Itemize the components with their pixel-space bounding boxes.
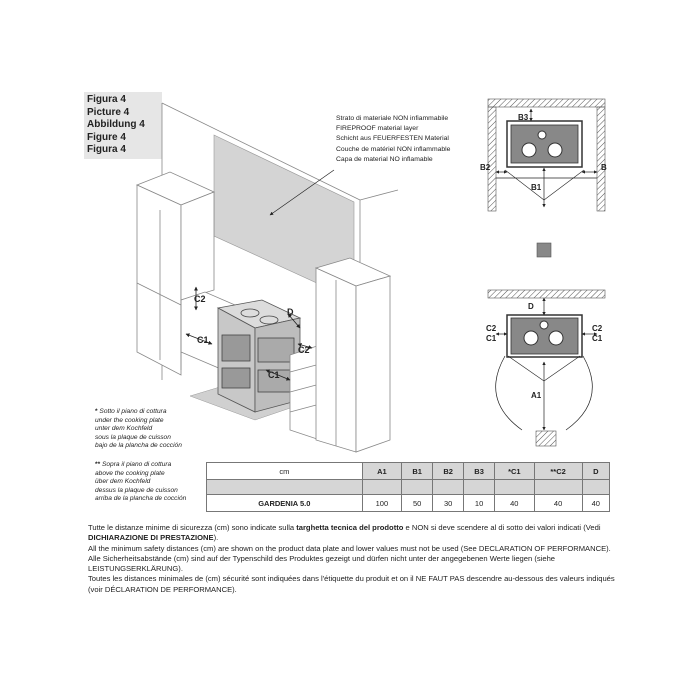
iso-c2-right-label: C2: [298, 345, 310, 355]
wall-hatch: [488, 290, 605, 298]
burner-icon: [548, 143, 562, 157]
fireproof-note: Schicht aus FEUERFESTEN Material: [336, 135, 449, 143]
footnote-line: under the cooking plate: [95, 416, 164, 424]
note-french: Toutes les distances minimales de (cm) sécurité sont indiquées dans l'étiquette du produit et on il NE FAUT PAS descendre au-dessous des valeurs indiqués (voir DÉCLARATION DE PERFORMANCE).: [88, 574, 615, 594]
table-cell: 10: [464, 495, 495, 512]
swing-arc-right: [566, 356, 592, 430]
table-cell: 40: [495, 495, 535, 512]
table-cell: 40: [582, 495, 609, 512]
burner-icon: [538, 131, 546, 139]
table-header-row: [207, 463, 610, 480]
figure-label: Figura 4: [87, 94, 126, 105]
note-english: All the minimum safety distances (cm) are shown on the product data plate and lower values must not be used (See DECLARATION OF PERFORMANCE).: [88, 543, 611, 553]
wall-hatch: [597, 107, 605, 211]
footnote-line: über dem Kochfeld: [95, 478, 151, 486]
footnote-line: above the cooking plate: [95, 469, 165, 477]
note-italian: [88, 523, 618, 544]
safety-notes: [88, 523, 618, 595]
b1-label: B1: [531, 183, 542, 192]
table-row: [207, 495, 610, 512]
figure-label: Figure 4: [87, 131, 126, 143]
table-spacer-row: [207, 480, 610, 495]
bottom-c2-left-label: C2: [486, 324, 497, 333]
table-cell: 40: [534, 495, 582, 512]
figure-label: Abbildung 4: [87, 119, 145, 130]
right-cabinets: [290, 258, 390, 452]
plan-diag-line: [544, 170, 584, 200]
note-text: e NON si deve scendere al di sotto dei valori indicati (Vedi: [403, 523, 601, 532]
table-header-cell: cm: [207, 463, 363, 480]
figure-label: Figura 4: [87, 144, 126, 155]
bottom-d-label: D: [528, 302, 534, 311]
table-header-cell: D: [582, 463, 609, 480]
b2-label: B2: [480, 163, 491, 172]
model-cell: GARDENIA 5.0: [207, 495, 363, 512]
fireproof-note: FIREPROOF material layer: [336, 125, 419, 133]
burner-icon: [549, 331, 563, 345]
wall-hatch: [488, 99, 605, 107]
note-text: ).: [213, 533, 219, 543]
footnote-line: unter dem Kochfeld: [95, 425, 153, 433]
table-header-cell: A1: [362, 463, 402, 480]
bottom-c1-left-label: C1: [486, 334, 497, 343]
separator-square: [537, 243, 551, 257]
footnote-line: bajo de la plancha de cocción: [95, 442, 182, 450]
iso-c1-right-label: C1: [268, 370, 280, 380]
wall-hatch: [488, 107, 496, 211]
table-header-cell: *C1: [495, 463, 535, 480]
b-label: B: [601, 163, 607, 172]
stove-top-plate: [511, 125, 578, 163]
figure-label: Picture 4: [87, 106, 130, 118]
footnote-line: Sotto il piano di cottura: [99, 408, 167, 415]
bottom-a1-label: A1: [531, 391, 542, 400]
footnote-marker: *: [95, 408, 98, 415]
footnote-line: dessus la plaque de cuisson: [95, 486, 178, 494]
note-text: Tutte le distanze minime di sicurezza (cm) sono indicate sulla: [88, 523, 297, 532]
footnote-line: Sopra il piano di cottura: [101, 461, 172, 468]
plan-diag-line: [544, 356, 580, 381]
iso-d-label: D: [287, 307, 294, 317]
table-cell: 30: [433, 495, 464, 512]
footnote-line: sous la plaque de cuisson: [95, 433, 171, 441]
plan-diag-line: [508, 356, 544, 381]
room-edge-line: [360, 190, 398, 200]
plan-view-top: [488, 99, 605, 211]
plan-view-bottom: [488, 290, 605, 446]
note-emphasis: DICHIARAZIONE DI PRESTAZIONE: [88, 533, 214, 543]
footnote-above-plate: [95, 461, 186, 504]
footnote-marker: **: [95, 461, 101, 468]
safety-distance-table: [206, 462, 610, 512]
iso-c1-left-label: C1: [197, 335, 209, 345]
swing-arc-left: [496, 356, 522, 430]
burner-icon: [524, 331, 538, 345]
burner-icon: [540, 321, 548, 329]
table-cell: 50: [402, 495, 433, 512]
footnote-line: arriba de la plancha de cocción: [95, 495, 187, 503]
table-cell: 100: [362, 495, 402, 512]
bottom-c1-right-label: C1: [592, 334, 603, 343]
fireproof-note: Strato di materiale NON infiammabile: [336, 115, 449, 122]
wall-hatch: [536, 431, 556, 446]
table-header-cell: B3: [464, 463, 495, 480]
table-header-cell: B1: [402, 463, 433, 480]
fireproof-note: Capa de material NO inflamable: [336, 155, 433, 163]
table-header-cell: B2: [433, 463, 464, 480]
iso-c2-left-label: C2: [194, 294, 206, 304]
burner-icon: [522, 143, 536, 157]
bottom-c2-right-label: C2: [592, 324, 603, 333]
table-header-cell: **C2: [534, 463, 582, 480]
footnote-below-plate: [95, 408, 182, 451]
note-german: Alle Sicherheitsabstände (cm) sind auf der Typenschild des Produktes gezeigt und dürfen nicht unter der angegebenen Werte liegen (siehe LEISTUNGSERKLÄRUNG).: [88, 553, 556, 574]
b3-label: B3: [518, 113, 529, 122]
note-emphasis: targhetta tecnica del prodotto: [296, 523, 404, 532]
fireproof-note: Couche de matériel NON inflammable: [336, 145, 451, 153]
